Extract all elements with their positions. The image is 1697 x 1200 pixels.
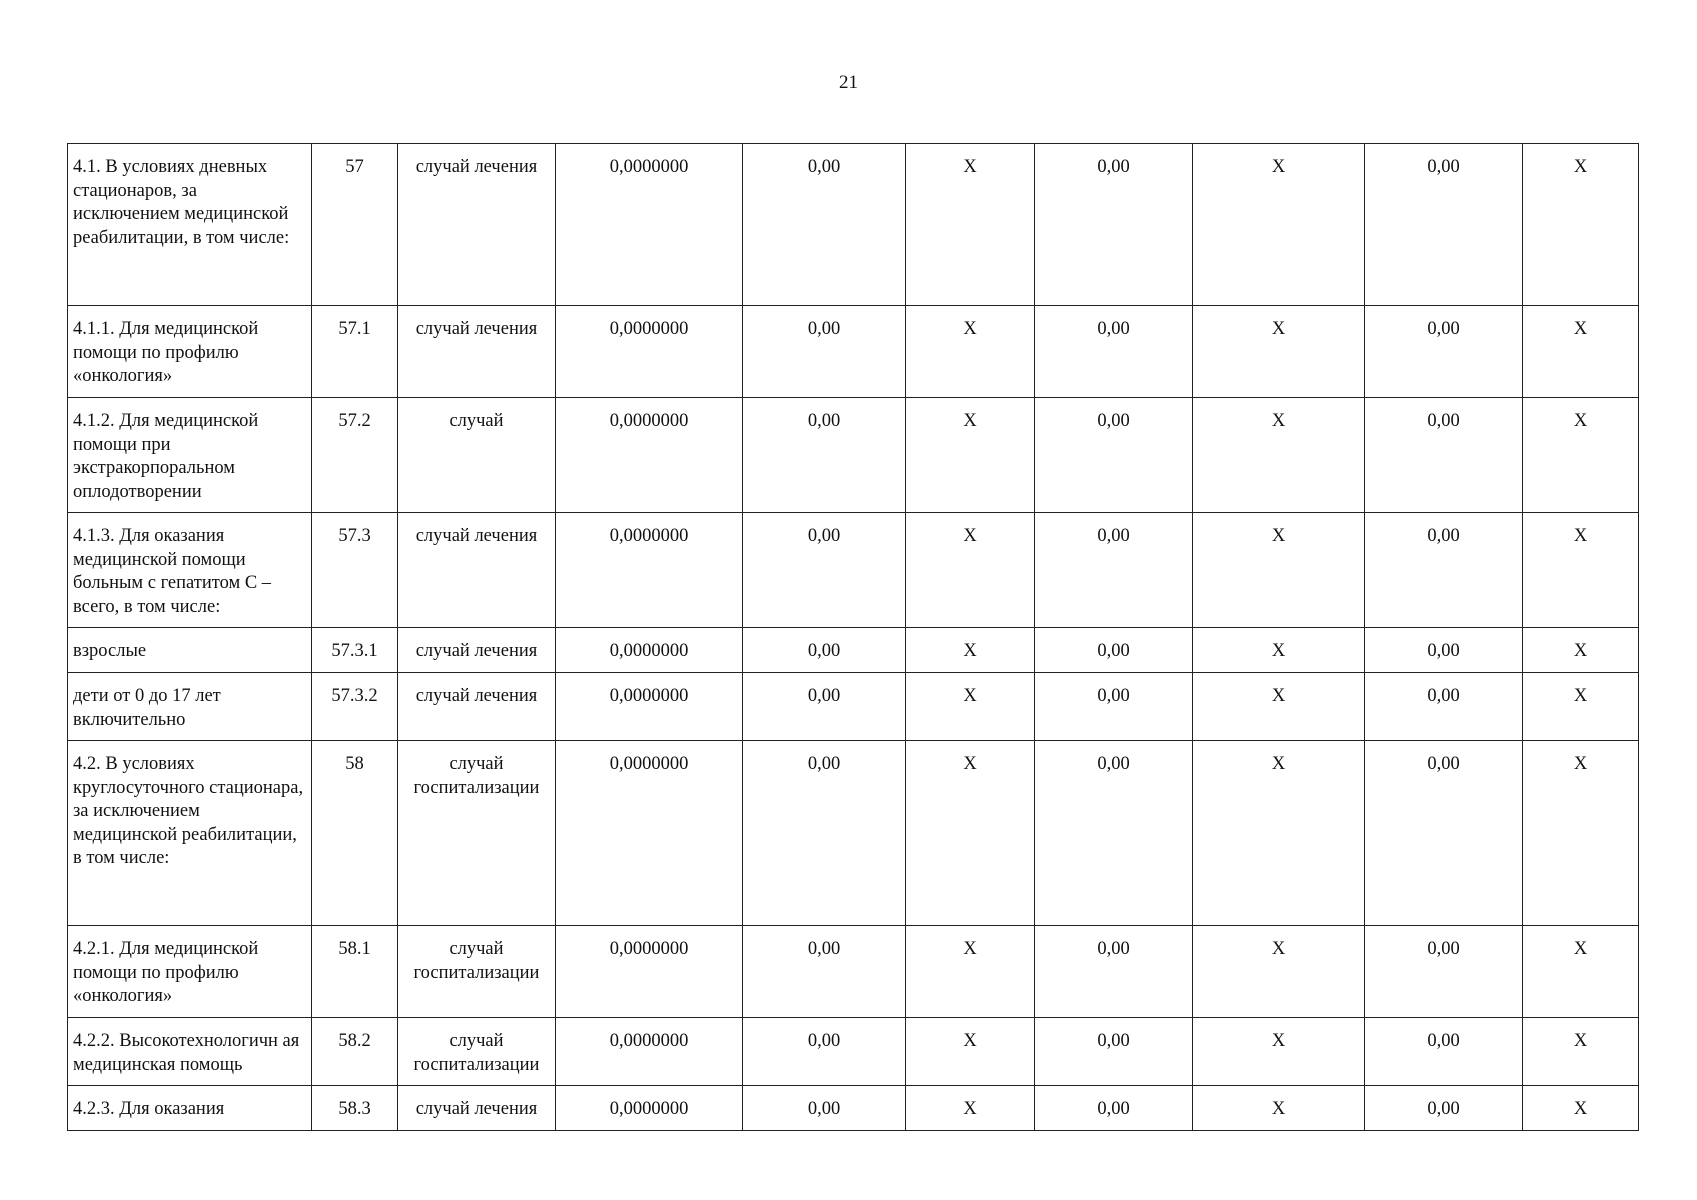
row-code-cell: 58	[312, 741, 398, 926]
row-value-cell: X	[1523, 398, 1639, 513]
row-value-cell: X	[1193, 513, 1365, 628]
row-value-cell: 0,0000000	[556, 144, 743, 306]
row-code-cell: 57.3.1	[312, 628, 398, 673]
row-name-cell: 4.1.1. Для медицинской помощи по профилю «онкология»	[68, 306, 312, 398]
row-value-cell: 0,00	[743, 741, 906, 926]
row-value-cell: X	[906, 628, 1035, 673]
row-value-cell: 0,0000000	[556, 741, 743, 926]
row-value-cell: X	[1193, 398, 1365, 513]
row-value-cell: X	[1523, 1018, 1639, 1086]
row-value-cell: 0,00	[1365, 1086, 1523, 1131]
table-row	[68, 513, 1639, 628]
row-value-cell: 0,00	[1035, 144, 1193, 306]
table-row	[68, 398, 1639, 513]
row-value-cell: 0,00	[1035, 513, 1193, 628]
row-value-cell: 0,00	[743, 306, 906, 398]
row-name-cell: дети от 0 до 17 лет включительно	[68, 673, 312, 741]
row-unit-cell: случай лечения	[398, 513, 556, 628]
data-table	[67, 143, 1639, 1131]
row-unit-cell: случай	[398, 398, 556, 513]
row-value-cell: 0,0000000	[556, 1086, 743, 1131]
row-value-cell: X	[906, 306, 1035, 398]
row-value-cell: X	[1523, 1086, 1639, 1131]
row-code-cell: 57.3	[312, 513, 398, 628]
row-value-cell: X	[1193, 1018, 1365, 1086]
row-value-cell: 0,00	[1365, 628, 1523, 673]
page-number: 21	[839, 72, 858, 93]
row-value-cell: 0,00	[1365, 398, 1523, 513]
row-value-cell: X	[906, 398, 1035, 513]
row-unit-cell: случай лечения	[398, 673, 556, 741]
row-value-cell: X	[1193, 926, 1365, 1018]
row-value-cell: 0,00	[1035, 1086, 1193, 1131]
row-name-cell: 4.2.1. Для медицинской помощи по профилю «онкология»	[68, 926, 312, 1018]
table-row	[68, 1086, 1639, 1131]
row-value-cell: 0,00	[1365, 513, 1523, 628]
row-unit-cell: случай госпитализации	[398, 1018, 556, 1086]
row-value-cell: 0,0000000	[556, 628, 743, 673]
row-name-cell: 4.1. В условиях дневных стационаров, за исключением медицинской реабилитации, в том числе:	[68, 144, 312, 306]
row-value-cell: X	[906, 926, 1035, 1018]
row-value-cell: X	[906, 144, 1035, 306]
table-row	[68, 673, 1639, 741]
row-unit-cell: случай лечения	[398, 306, 556, 398]
row-value-cell: 0,0000000	[556, 513, 743, 628]
row-value-cell: X	[906, 1018, 1035, 1086]
row-name-cell: 4.1.2. Для медицинской помощи при экстракорпоральном оплодотворении	[68, 398, 312, 513]
row-value-cell: 0,00	[743, 673, 906, 741]
row-value-cell: X	[906, 1086, 1035, 1131]
row-value-cell: X	[906, 513, 1035, 628]
row-value-cell: 0,0000000	[556, 673, 743, 741]
row-code-cell: 57.1	[312, 306, 398, 398]
row-value-cell: X	[906, 741, 1035, 926]
table-row	[68, 1018, 1639, 1086]
row-value-cell: 0,00	[1365, 673, 1523, 741]
row-value-cell: 0,00	[1365, 741, 1523, 926]
row-value-cell: X	[1523, 513, 1639, 628]
row-name-cell: взрослые	[68, 628, 312, 673]
row-name-cell: 4.2. В условиях круглосуточного стационара, за исключением медицинской реабилитации, в том числе:	[68, 741, 312, 926]
row-value-cell: 0,00	[1035, 306, 1193, 398]
row-value-cell: X	[1523, 926, 1639, 1018]
row-value-cell: 0,00	[1365, 1018, 1523, 1086]
row-name-cell: 4.2.2. Высокотехнологичн ая медицинская помощь	[68, 1018, 312, 1086]
row-value-cell: 0,00	[743, 398, 906, 513]
table-row	[68, 306, 1639, 398]
row-unit-cell: случай лечения	[398, 628, 556, 673]
row-code-cell: 58.3	[312, 1086, 398, 1131]
row-value-cell: 0,0000000	[556, 306, 743, 398]
row-name-cell: 4.2.3. Для оказания	[68, 1086, 312, 1131]
row-value-cell: X	[1193, 306, 1365, 398]
row-value-cell: 0,00	[1365, 926, 1523, 1018]
row-value-cell: 0,0000000	[556, 926, 743, 1018]
row-value-cell: X	[1193, 673, 1365, 741]
row-value-cell: X	[1523, 306, 1639, 398]
table-row	[68, 741, 1639, 926]
table-body	[68, 144, 1639, 1131]
row-value-cell: X	[1523, 628, 1639, 673]
row-value-cell: 0,00	[743, 926, 906, 1018]
row-value-cell: 0,00	[743, 513, 906, 628]
row-value-cell: 0,00	[1035, 1018, 1193, 1086]
row-value-cell: 0,00	[1365, 306, 1523, 398]
row-value-cell: 0,00	[1365, 144, 1523, 306]
row-value-cell: 0,00	[1035, 673, 1193, 741]
row-unit-cell: случай лечения	[398, 144, 556, 306]
row-value-cell: X	[1193, 144, 1365, 306]
row-code-cell: 58.2	[312, 1018, 398, 1086]
row-value-cell: 0,00	[743, 628, 906, 673]
row-value-cell: X	[1523, 144, 1639, 306]
row-unit-cell: случай госпитализации	[398, 926, 556, 1018]
row-value-cell: 0,00	[743, 144, 906, 306]
row-value-cell: X	[1523, 741, 1639, 926]
row-code-cell: 57	[312, 144, 398, 306]
table-row	[68, 144, 1639, 306]
row-code-cell: 57.2	[312, 398, 398, 513]
table-row	[68, 926, 1639, 1018]
table-row	[68, 628, 1639, 673]
row-value-cell: X	[1523, 673, 1639, 741]
row-value-cell: 0,00	[743, 1018, 906, 1086]
row-code-cell: 57.3.2	[312, 673, 398, 741]
row-code-cell: 58.1	[312, 926, 398, 1018]
row-value-cell: X	[1193, 628, 1365, 673]
row-value-cell: X	[1193, 1086, 1365, 1131]
row-unit-cell: случай лечения	[398, 1086, 556, 1131]
row-name-cell: 4.1.3. Для оказания медицинской помощи больным с гепатитом С – всего, в том числе:	[68, 513, 312, 628]
row-value-cell: 0,0000000	[556, 398, 743, 513]
row-value-cell: 0,00	[1035, 398, 1193, 513]
row-value-cell: 0,00	[1035, 926, 1193, 1018]
row-value-cell: 0,00	[1035, 628, 1193, 673]
row-unit-cell: случай госпитализации	[398, 741, 556, 926]
row-value-cell: X	[1193, 741, 1365, 926]
row-value-cell: 0,00	[743, 1086, 906, 1131]
row-value-cell: 0,00	[1035, 741, 1193, 926]
row-value-cell: 0,0000000	[556, 1018, 743, 1086]
row-value-cell: X	[906, 673, 1035, 741]
